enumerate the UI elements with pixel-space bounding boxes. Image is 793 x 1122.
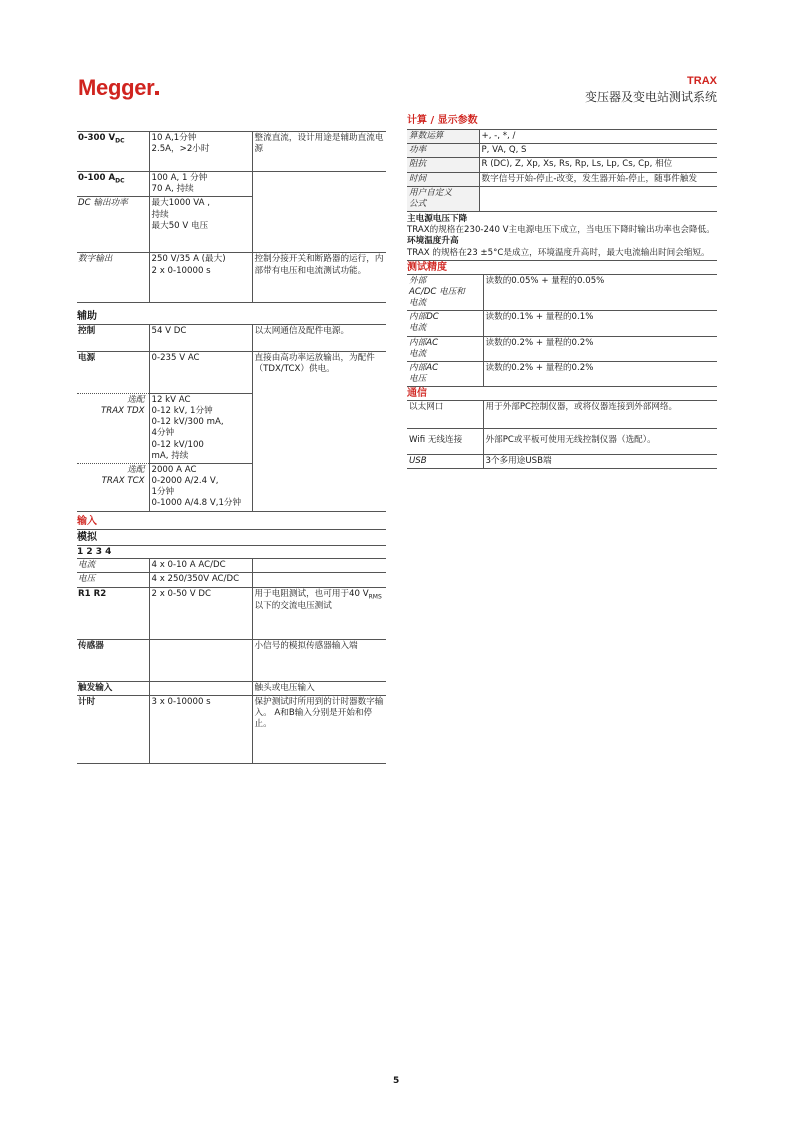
brand-title: TRAX [687,75,717,87]
accuracy-label: 内部AC 电压 [409,362,439,385]
ambient-temp-text: TRAX 的规格在23 ±5°C是成立，环境温度升高时，最大电流输出时间会缩短。 [407,247,710,258]
accuracy-value: 读数的0.05% + 量程的0.05% [483,274,717,311]
table-row [407,361,717,386]
accuracy-value: 读数的0.2% + 量程的0.2% [483,336,717,361]
calc-value: P, VA, Q, S [479,144,717,158]
spec-label: 选配 TRAX TCX [77,463,149,511]
calc-value: 数字信号开始-停止-改变，发生器开始-停止，随事件触发 [479,172,717,186]
comm-label: Wifi 无线连接 [409,435,463,446]
spec-desc [252,197,386,253]
calc-value [479,186,717,211]
spec-desc [252,559,386,573]
table-row [77,587,386,639]
accuracy-label: 内部DC 电流 [409,312,439,334]
spec-desc: 控制分接开关和断路器的运行，内部带有电压和电流测试功能。 [252,253,386,303]
calc-label: 算数运算 [407,130,479,144]
table-row [77,695,386,763]
spec-value: 2 x 0-50 V DC [149,587,252,639]
table-row [77,132,386,172]
spec-label: 电流 [78,560,96,571]
spec-desc [252,573,386,587]
comm-value: 外部PC或平板可使用无线控制仪器（选配）。 [483,429,717,455]
spec-label: 触发输入 [78,682,113,693]
spec-value: 54 V DC [149,325,252,351]
ambient-temp-title: 环境温度升高 [407,236,459,247]
right-column [407,114,717,469]
table-row [77,559,386,573]
spec-label: 电源 [78,352,96,363]
calc-label: 阻抗 [407,158,479,172]
spec-desc: 小信号的模拟传感器输入端 [252,639,386,681]
spec-label: R1 R2 [78,588,107,599]
logo-dot [155,91,159,95]
spec-label: 选配 TRAX TDX [77,393,149,463]
table-row [407,455,717,469]
calc-value: R (DC), Z, Xp, Xs, Rs, Rp, Ls, Lp, Cs, Cp, 相位 [479,158,717,172]
table-row [77,639,386,681]
table-row [407,429,717,455]
section-analog-title: 模拟 [77,530,386,546]
spec-value: 10 A,1分钟 2.5A，>2小时 [149,132,252,172]
section-input-title: 输入 [77,514,386,530]
section-accuracy-title: 测试精度 [407,260,717,274]
spec-value: 100 A, 1 分钟 70 A, 持续 [149,172,252,197]
table-row [77,197,386,253]
spec-value: 4 x 250/350V AC/DC [149,573,252,587]
spec-label: 0-100 $A_{DC}$ [77,172,149,197]
table-row [77,681,386,695]
table-row [407,172,717,186]
section-aux-title: 辅助 [77,309,386,325]
spec-value: 12 kV AC 0-12 kV, 1分钟 0-12 kV/300 mA, 4分钟 0-12 kV/100 mA, 持续 [149,393,252,463]
spec-label: 传感器 [78,640,104,651]
table-row [77,573,386,587]
table-row [77,172,386,197]
calc-label: 时间 [407,172,479,186]
calc-value: +, -, *, / [479,130,717,144]
calc-label: 功率 [407,144,479,158]
spec-desc: 整流直流，设计用途是辅助直流电源 [252,132,386,172]
spec-value: 2000 A AC 0-2000 A/2.4 V, 1分钟 0-1000 A/4.8 V,1分钟 [149,463,252,511]
table-row [77,351,386,393]
comm-value: 用于外部PC控制仪器，或将仪器连接到外部网络。 [483,401,717,429]
table-row [407,336,717,361]
input-table [77,559,386,764]
aux-table [77,325,386,511]
table-row [407,274,717,311]
spec-value [149,681,252,695]
accuracy-label: 外部 AC/DC 电压和 电流 [409,275,465,309]
table-row [77,253,386,303]
calc-table [407,129,717,212]
spec-label: 控制 [78,326,96,337]
spec-label: DC 输出功率 [78,198,128,209]
spec-label: 电压 [78,574,96,585]
mains-drop-text: TRAX的规格在230-240 V主电源电压下成立，当电压下降时输出功率也会降低。 [407,225,715,236]
section-calc-title: 计算 / 显示参数 [407,115,478,126]
accuracy-value: 读数的0.2% + 量程的0.2% [483,361,717,386]
spec-label: 计时 [78,696,96,707]
table-row [407,311,717,336]
spec-desc: 保护测试时所用到的计时器数字输入。 A和B输入分别是开始和停止。 [252,695,386,763]
table-row [77,325,386,351]
mains-drop-title: 主电源电压下降 [407,214,468,225]
table-row [407,144,717,158]
spec-value: 0-235 V AC [149,351,252,393]
accuracy-label: 内部AC 电流 [409,337,439,359]
table-row [407,401,717,429]
table-row [407,130,717,144]
spec-desc: 以太网通信及配件电源。 [252,325,386,351]
output-spec-table [77,131,386,303]
channel-numbers: 1 2 3 4 [77,546,386,560]
spec-value: 250 V/35 A (最大) 2 x 0-10000 s [149,253,252,303]
comm-label: 以太网口 [409,402,444,413]
spec-desc [252,172,386,197]
spec-desc: 直接由高功率运放输出，为配件（TDX/TCX）供电。 [252,351,386,511]
spec-value [149,639,252,681]
doc-subtitle: 变压器及变电站测试系统 [584,90,717,104]
left-column [77,131,386,764]
spec-value: 4 x 0-10 A AC/DC [149,559,252,573]
table-row [407,158,717,172]
table-row [407,186,717,211]
comm-label: USB [409,456,427,467]
spec-label: 数字输出 [78,254,113,265]
page-number: 5 [393,1076,400,1086]
section-comm-title: 通信 [407,388,427,400]
comm-table [407,400,717,469]
comm-value: 3个多用途USB端 [483,455,717,469]
spec-value: 3 x 0-10000 s [149,695,252,763]
spec-desc: 触头或电压输入 [252,681,386,695]
megger-logo: Megger [78,74,159,103]
spec-label: 0-300 $V_{DC}$ [78,133,125,145]
spec-desc: 用于电阻测试，也可用于40 $V_{RMS}$以下的交流电压测试 [252,587,386,639]
accuracy-value: 读数的0.1% + 量程的0.1% [483,311,717,336]
spec-value: 最大1000 VA , 持续 最大50 V 电压 [149,197,252,253]
calc-label: 用户自定义 公式 [407,186,479,211]
accuracy-table [407,274,717,388]
